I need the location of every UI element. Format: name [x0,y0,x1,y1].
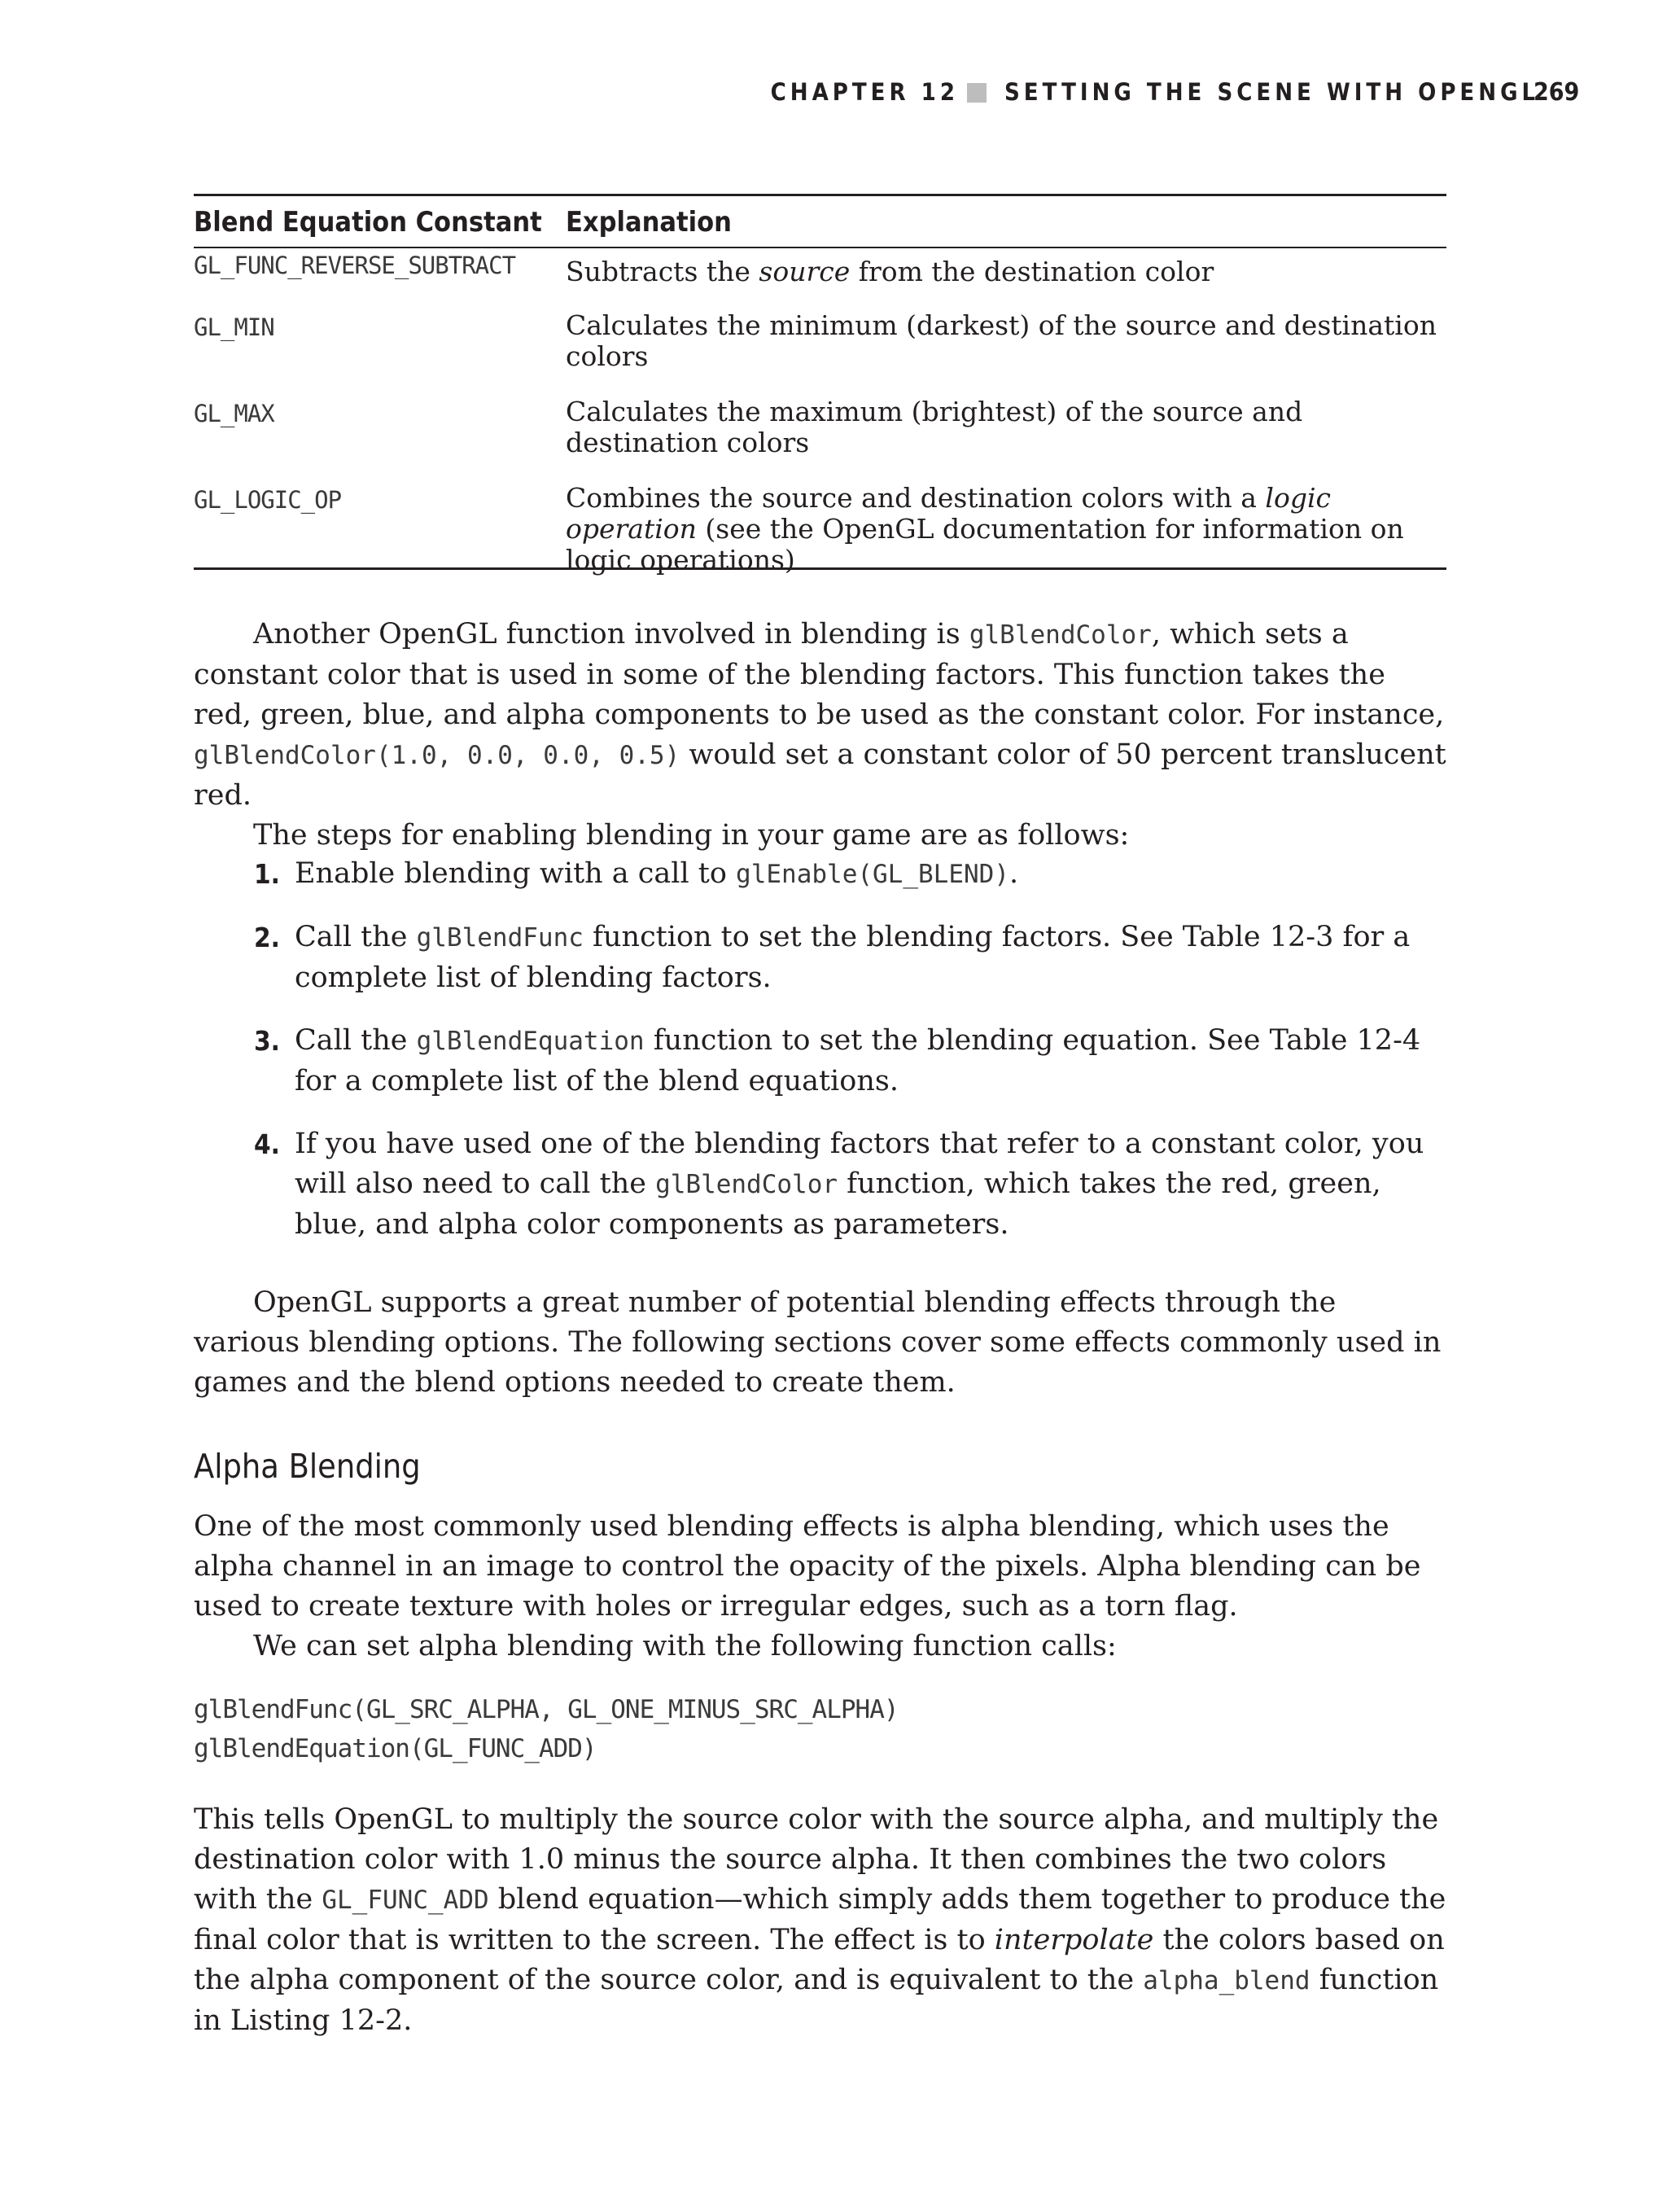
text: Call the [295,921,417,953]
table-cell-constant: GL_FUNC_REVERSE_SUBTRACT [194,252,516,279]
text: . [1009,857,1019,890]
code-line: glBlendEquation(GL_FUNC_ADD) [194,1734,597,1763]
explanation-text: from the destination color [850,256,1214,287]
list-item [194,1124,1447,1245]
explanation-text: Calculates the maximum (brightest) of the source and destination colors [566,396,1303,458]
table-header-row [194,196,1446,247]
list-item [194,918,1447,998]
code-line: glBlendFunc(GL_SRC_ALPHA, GL_ONE_MINUS_SRC_ALPHA) [194,1695,899,1724]
table-cell-constant: GL_MIN [194,313,274,341]
explanation-text: (see the OpenGL documentation for information on logic operations) [566,513,1404,576]
table-cell-explanation [566,310,1446,372]
text: Call the [295,1024,417,1057]
alpha-blending-paragraphs [194,1507,1447,1667]
inline-code: GL_FUNC_ADD [322,1886,489,1915]
text: blend equation—which simply adds them together to produce the final color that is written to the screen. The effect is to [194,1883,1446,1956]
table-cell-explanation [566,483,1446,576]
chapter-title: SETTING THE SCENE WITH OPENGL [1004,78,1540,106]
step-number: 1. [254,858,280,890]
text: function to set the blending equation. See Table 12-4 for a complete list of the blend equations. [295,1024,1421,1097]
page-number: 269 [1534,78,1580,107]
text: function, which takes the red, green, blue, and alpha color components as parameters. [295,1167,1381,1241]
step-number: 3. [254,1025,280,1057]
inline-code: alpha_blend [1143,1966,1310,1995]
blending-options-paragraph [194,1283,1447,1403]
explanation-paragraph [194,1800,1447,2041]
text: function in Listing 12-2. [194,1964,1439,2037]
table-row [194,310,1446,396]
paragraph [194,615,1447,816]
text: would set a constant color of 50 percent translucent red. [194,738,1446,812]
step-number: 2. [254,922,280,953]
paragraph: We can set alpha blending with the following function calls: [253,1630,1117,1662]
inline-code: glBlendColor(1.0, 0.0, 0.0, 0.5) [194,741,680,770]
text: , which sets a constant color that is used in some of the blending factors. This function takes the red, green, blue, and alpha components to be used as the constant color. For instance, [194,618,1445,731]
table-cell-constant: GL_LOGIC_OP [194,486,342,514]
paragraph: One of the most commonly used blending effects is alpha blending, which uses the alpha channel in an image to control the opacity of the pixels. Alpha blending can be used to create texture with holes or irregular edges, such as a torn flag. [194,1510,1421,1623]
table-row [194,396,1446,483]
table-cell-constant: GL_MAX [194,400,274,427]
header-separator-square [967,83,987,103]
emphasis: interpolate [994,1924,1154,1956]
explanation-emphasis: source [759,256,851,287]
table-row [194,248,1446,310]
paragraph: OpenGL supports a great number of potential blending effects through the various blending options. The following sections cover some effects commonly used in games and the blend options needed to create them. [194,1286,1442,1399]
inline-code: glBlendColor [655,1170,838,1199]
inline-code: glBlendColor [969,620,1152,650]
running-header [0,78,1667,111]
paragraph [194,1800,1447,2041]
explanation-text: Calculates the minimum (darkest) of the source and destination colors [566,309,1437,372]
paragraph: The steps for enabling blending in your game are as follows: [253,819,1130,852]
code-block [194,1690,899,1768]
section-heading: Alpha Blending [194,1447,421,1486]
steps-list [194,854,1447,1245]
table-cell-explanation [566,396,1446,458]
table-cell-explanation [566,256,1446,287]
table-row [194,482,1446,576]
chapter-label: CHAPTER 12 [770,78,959,106]
text: Enable blending with a call to [295,857,737,890]
explanation-text: Subtracts the [566,256,759,287]
list-item [194,1021,1447,1102]
step-number: 4. [254,1128,280,1160]
inline-code: glBlendEquation [416,1027,645,1056]
text: the colors based on the alpha component of the source color, and is equivalent to the [194,1924,1445,1996]
table-header-constant: Blend Equation Constant [194,206,542,239]
text: Another OpenGL function involved in blending is [253,618,969,650]
table-header-explanation: Explanation [566,206,732,239]
inline-code: glEnable(GL_BLEND) [736,860,1009,889]
inline-code: glBlendFunc [416,923,584,953]
explanation-emphasis: logic operation [566,482,1331,545]
intro-paragraphs [194,615,1447,856]
list-item [194,854,1447,895]
explanation-text: Combines the source and destination colors with a [566,482,1266,514]
text: If you have used one of the blending factors that refer to a constant color, you will also need to call the [295,1128,1424,1200]
text: This tells OpenGL to multiply the source color with the source alpha, and multiply the destination color with 1.0 minus the source alpha. It then combines the two colors with the [194,1803,1439,1916]
blend-equation-table [194,194,1446,576]
text: function to set the blending factors. See Table 12-3 for a complete list of blending factors. [295,921,1411,994]
